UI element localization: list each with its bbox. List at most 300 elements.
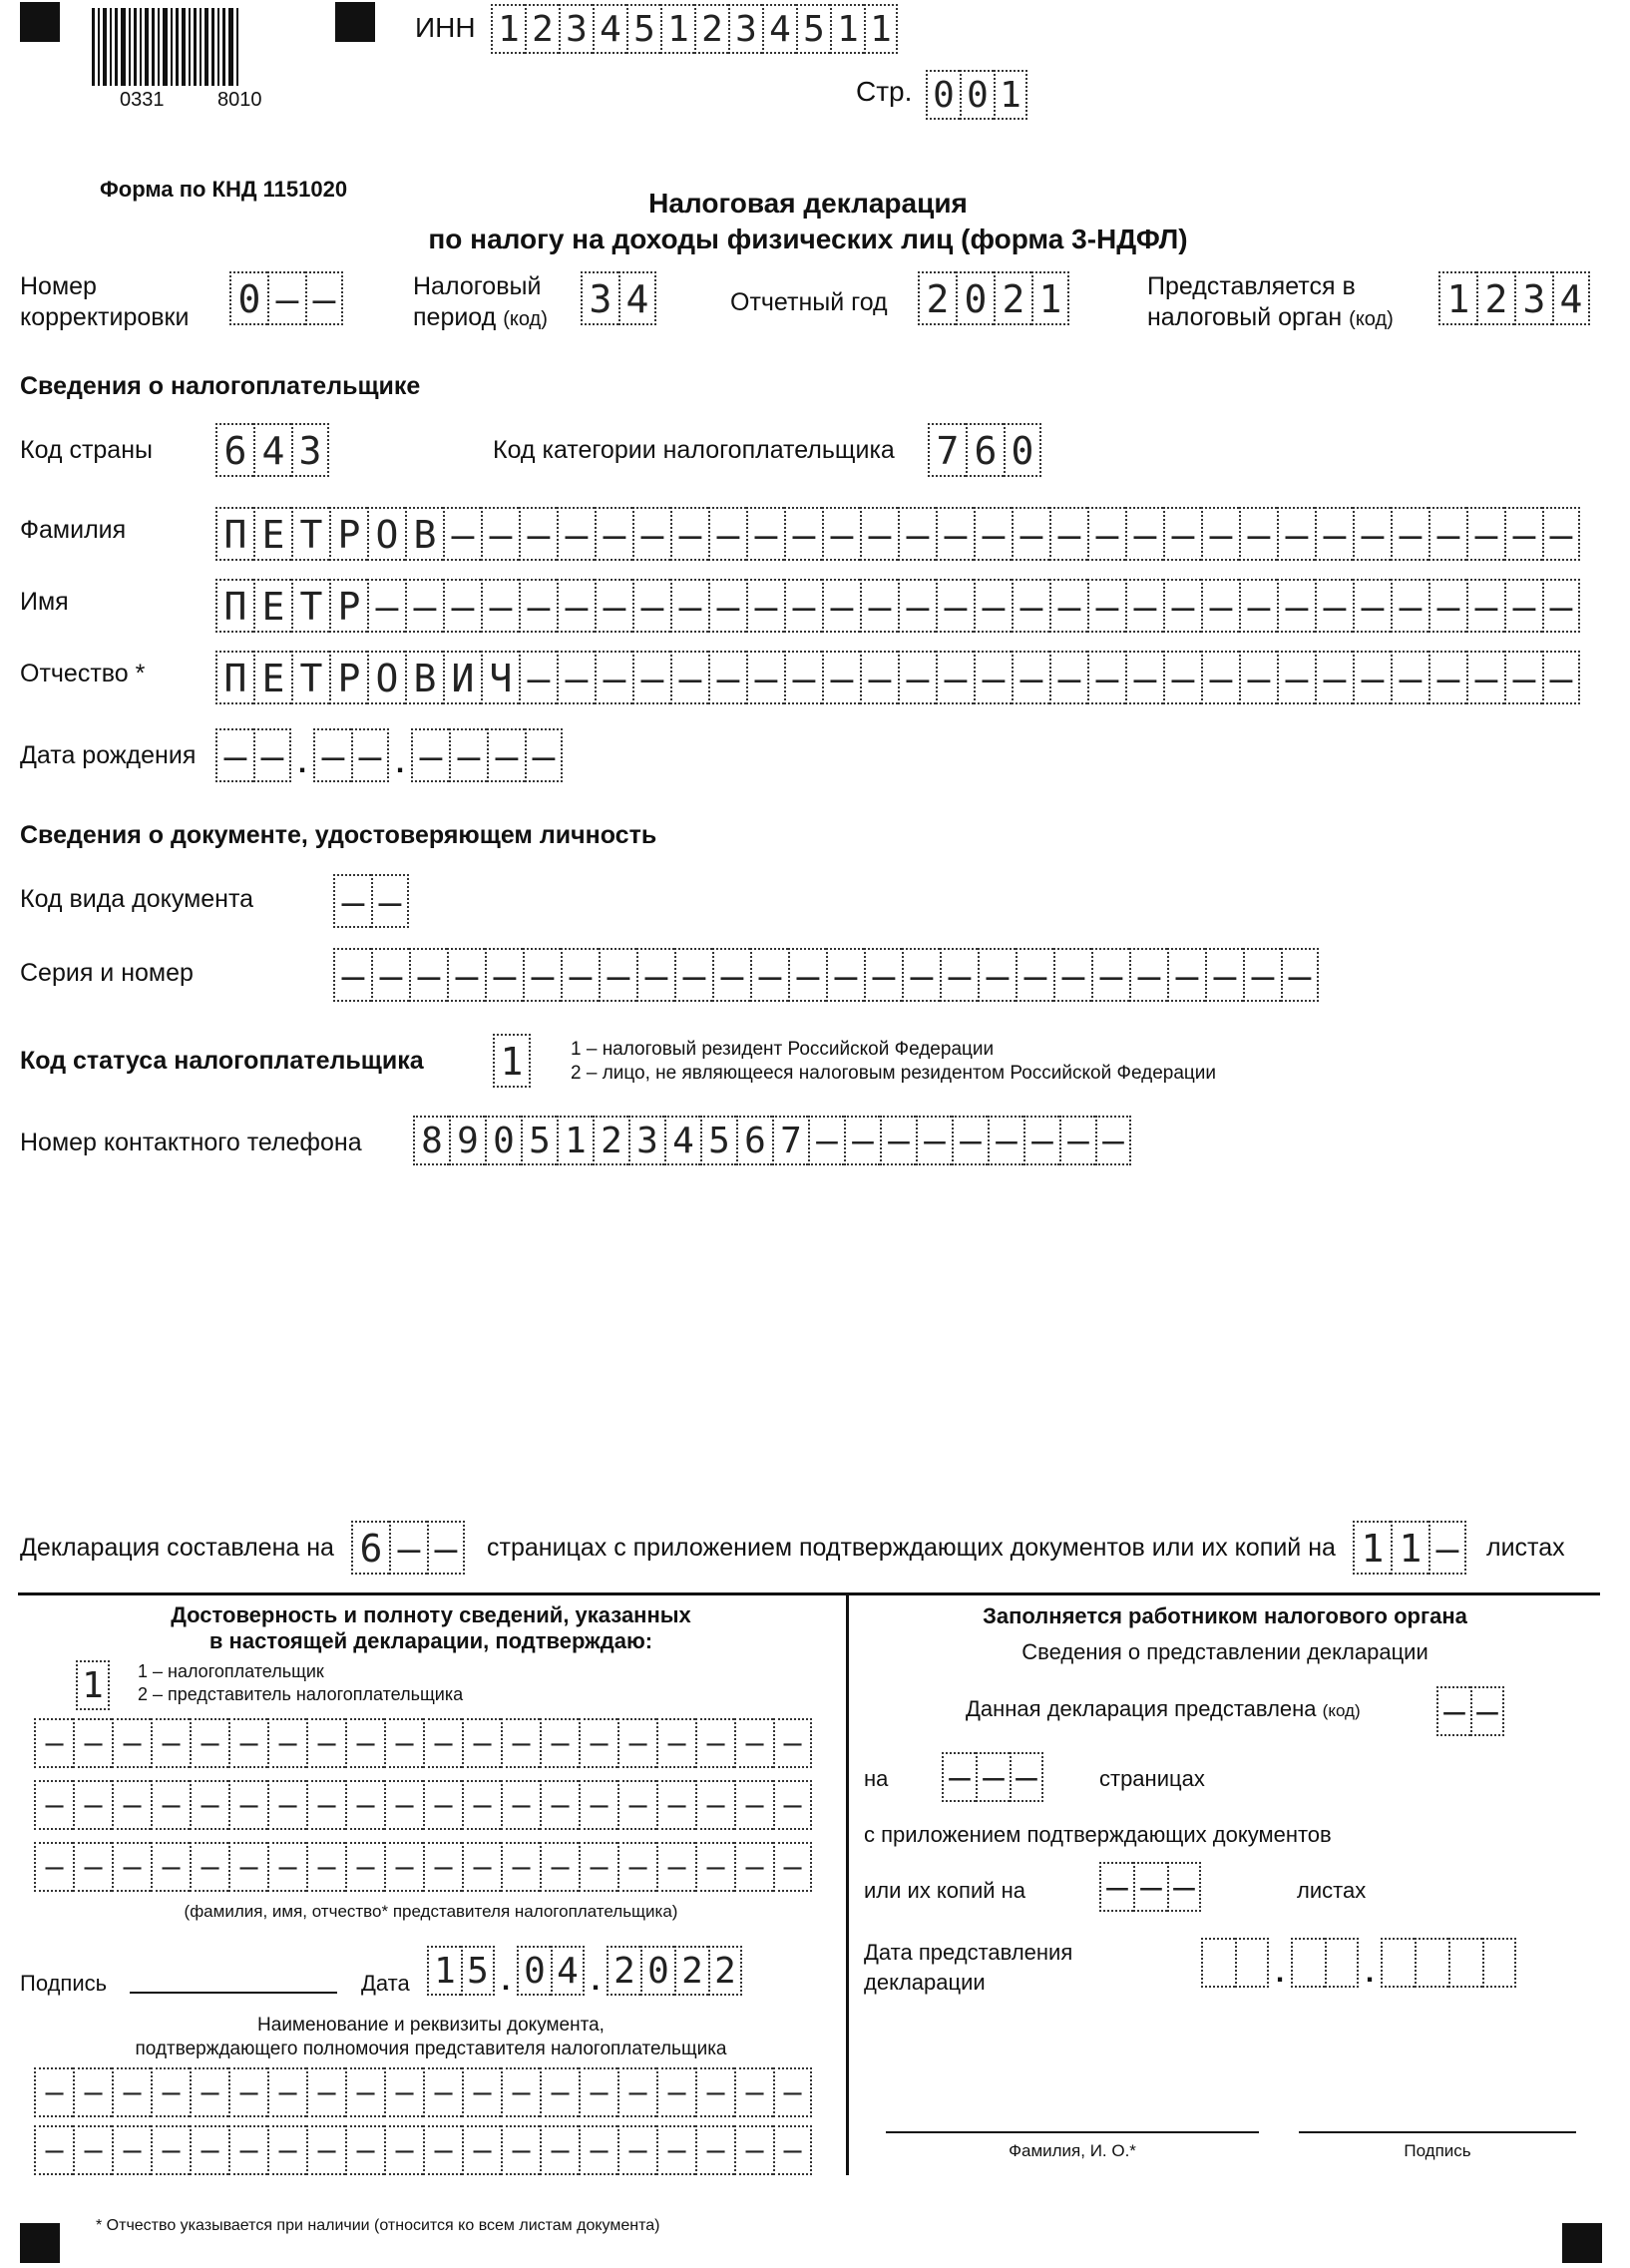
char-cell: Т <box>291 579 329 633</box>
char-cell: – <box>1129 948 1167 1002</box>
official-title: Заполняется работником налогового органа <box>983 1603 1467 1628</box>
char-cell: – <box>449 728 487 782</box>
authority-label-code: (код) <box>1349 308 1394 330</box>
char-cell: – <box>734 1780 773 1830</box>
char-cell: – <box>306 2125 345 2175</box>
char-cell: – <box>1163 507 1201 561</box>
char-cell: – <box>306 1842 345 1892</box>
char-cell: – <box>228 2125 267 2175</box>
char-cell: – <box>898 507 936 561</box>
official-fio-line[interactable] <box>886 2131 1259 2133</box>
char-cell: – <box>632 507 670 561</box>
char-cell: – <box>462 2125 501 2175</box>
authority-doc-caption <box>18 2014 844 2061</box>
char-cell: 1 <box>76 1660 110 1710</box>
correction-number-field[interactable] <box>229 271 343 325</box>
barcode-bar <box>129 8 131 86</box>
signature-date-field[interactable] <box>427 1946 742 2000</box>
char-cell: – <box>557 579 595 633</box>
char-cell: – <box>485 948 523 1002</box>
char-cell: – <box>487 728 525 782</box>
char-cell: – <box>501 2125 540 2175</box>
official-subtitle: Сведения о представлении декларации <box>1021 1639 1428 1664</box>
char-cell: Р <box>329 507 367 561</box>
char-cell: – <box>773 2125 812 2175</box>
official-fio-caption: Фамилия, И. О.* <box>1009 2141 1136 2160</box>
char-cell: – <box>333 874 371 928</box>
char-cell: – <box>1010 1752 1043 1802</box>
presented-code-field[interactable] <box>1436 1686 1504 1736</box>
barcode-bar <box>134 8 137 86</box>
char-cell: – <box>595 651 632 704</box>
char-cell: – <box>384 2125 423 2175</box>
char-cell: – <box>501 1780 540 1830</box>
report-year-field[interactable] <box>918 271 1069 325</box>
char-cell: – <box>411 728 449 782</box>
char-cell: – <box>1315 651 1353 704</box>
char-cell: 7 <box>928 423 966 477</box>
char-cell: – <box>695 1842 734 1892</box>
doc-type-field[interactable] <box>333 874 409 928</box>
representative-fio-row-2[interactable] <box>34 1780 812 1830</box>
char-cell: 1 <box>1353 1521 1391 1575</box>
char-cell: 2 <box>593 1116 628 1165</box>
birth-date-label: Дата рождения <box>20 741 197 769</box>
presented-label-text: Данная декларация представлена <box>966 1696 1317 1721</box>
char-cell: – <box>228 1718 267 1768</box>
char-cell: – <box>579 2125 617 2175</box>
attach-label: с приложением подтверждающих документов <box>864 1822 1332 1847</box>
char-cell: 7 <box>772 1116 808 1165</box>
divider-vertical <box>846 1592 849 2175</box>
char-cell: 5 <box>461 1946 495 1996</box>
char-cell: 6 <box>736 1116 772 1165</box>
char-cell: – <box>1049 651 1087 704</box>
char-cell: – <box>902 948 940 1002</box>
char-cell: – <box>112 1780 151 1830</box>
char-cell: П <box>215 507 253 561</box>
char-cell: О <box>367 507 405 561</box>
char-cell: 0 <box>926 70 960 120</box>
char-cell: – <box>656 1842 695 1892</box>
char-cell: – <box>656 2125 695 2175</box>
char-cell: 1 <box>994 70 1027 120</box>
date-group <box>215 728 291 782</box>
char-cell: – <box>462 1842 501 1892</box>
char-cell: – <box>880 1116 916 1165</box>
char-cell <box>1381 1938 1415 1988</box>
char-cell: 5 <box>626 4 660 54</box>
char-cell: – <box>384 2067 423 2117</box>
char-cell: 4 <box>762 4 796 54</box>
status-option-1: 1 – налоговый резидент Российской Федерации <box>571 1039 995 1060</box>
char-cell: – <box>423 2067 462 2117</box>
char-cell: 8 <box>413 1116 449 1165</box>
barcode-bar <box>115 8 118 86</box>
inn-label: ИНН <box>415 12 476 43</box>
char-cell: – <box>384 1780 423 1830</box>
taxpayer-section-title: Сведения о налогоплательщике <box>20 372 421 400</box>
char-cell: – <box>860 507 898 561</box>
char-cell: – <box>773 2067 812 2117</box>
char-cell: – <box>773 1718 812 1768</box>
char-cell: – <box>540 1718 579 1768</box>
char-cell: – <box>617 1780 656 1830</box>
patronymic-field[interactable] <box>215 651 1580 704</box>
status-field[interactable] <box>493 1034 531 1088</box>
char-cell: 3 <box>1514 271 1552 325</box>
char-cell: – <box>371 948 409 1002</box>
barcode-bar <box>217 8 219 86</box>
category-label: Код категории налогоплательщика <box>493 436 895 464</box>
status-label: Код статуса налогоплательщика <box>20 1047 424 1075</box>
birth-date-field[interactable] <box>215 728 563 782</box>
official-pages-label: страницах <box>1099 1766 1205 1791</box>
char-cell: – <box>1277 507 1315 561</box>
char-cell: – <box>1053 948 1091 1002</box>
char-cell: – <box>371 874 409 928</box>
tax-authority-field[interactable] <box>1438 271 1590 325</box>
char-cell: – <box>1099 1862 1133 1912</box>
surname-field[interactable] <box>215 507 1580 561</box>
char-cell: – <box>674 948 712 1002</box>
barcode-bar <box>121 8 126 86</box>
char-cell: 1 <box>864 4 898 54</box>
char-cell: – <box>670 651 708 704</box>
char-cell: 2 <box>918 271 956 325</box>
char-cell: – <box>1391 651 1428 704</box>
corner-mark-bottom-right <box>1562 2223 1602 2263</box>
char-cell: – <box>734 1842 773 1892</box>
char-cell: Е <box>253 507 291 561</box>
presented-label-code: (код) <box>1322 1701 1361 1720</box>
char-cell: – <box>1353 579 1391 633</box>
barcode <box>92 8 263 86</box>
char-cell: Р <box>329 579 367 633</box>
char-cell: – <box>389 1521 427 1575</box>
char-cell: – <box>860 579 898 633</box>
barcode-bar <box>163 8 168 86</box>
char-cell: – <box>1239 651 1277 704</box>
char-cell: – <box>267 1842 306 1892</box>
char-cell: 5 <box>796 4 830 54</box>
footnote: * Отчество указывается при наличии (относится ко всем листам документа) <box>96 2217 660 2234</box>
char-cell: – <box>940 948 978 1002</box>
authority-doc-row-1[interactable] <box>34 2067 812 2117</box>
char-cell: – <box>1428 1521 1466 1575</box>
char-cell: – <box>1239 507 1277 561</box>
barcode-bar <box>228 8 233 86</box>
char-cell: Е <box>253 651 291 704</box>
date-group <box>411 728 563 782</box>
char-cell: – <box>423 1780 462 1830</box>
char-cell: – <box>190 2067 228 2117</box>
char-cell: 0 <box>960 70 994 120</box>
barcode-bar <box>236 8 238 86</box>
char-cell: 6 <box>351 1521 389 1575</box>
char-cell: – <box>1277 579 1315 633</box>
char-cell: В <box>405 507 443 561</box>
page-number-field[interactable] <box>926 70 1027 120</box>
char-cell: – <box>734 1718 773 1768</box>
char-cell: – <box>656 2067 695 2117</box>
char-cell: – <box>519 507 557 561</box>
char-cell: – <box>1504 507 1542 561</box>
official-date-field[interactable] <box>1201 1938 1516 1992</box>
char-cell: – <box>1087 507 1125 561</box>
date-separator: . <box>395 746 405 779</box>
char-cell: – <box>1542 507 1580 561</box>
confirm-role-options <box>138 1660 463 1706</box>
char-cell: Е <box>253 579 291 633</box>
official-sheets-field[interactable] <box>1099 1862 1201 1912</box>
corner-mark-top-right <box>335 2 375 42</box>
char-cell: – <box>540 2125 579 2175</box>
date-separator: . <box>591 1964 601 1997</box>
authority-doc-caption-line2: подтверждающего полномочия представителя налогоплательщика <box>135 2039 727 2059</box>
char-cell: – <box>1281 948 1319 1002</box>
char-cell: – <box>1428 651 1466 704</box>
char-cell: – <box>734 2125 773 2175</box>
char-cell: 0 <box>640 1946 674 1996</box>
char-cell: – <box>1163 651 1201 704</box>
authority-label-line1: Представляется в <box>1147 272 1356 300</box>
barcode-bar <box>98 8 100 86</box>
char-cell: 2 <box>694 4 728 54</box>
char-cell: – <box>864 948 902 1002</box>
barcode-bar <box>158 8 160 86</box>
barcode-bar <box>194 8 197 86</box>
char-cell: – <box>345 1842 384 1892</box>
char-cell <box>1325 1938 1359 1988</box>
confirm-title-line2: в настоящей декларации, подтверждаю: <box>208 1628 653 1653</box>
char-cell: – <box>656 1718 695 1768</box>
surname-label: Фамилия <box>20 516 127 544</box>
char-cell: 4 <box>253 423 291 477</box>
char-cell: 1 <box>427 1946 461 1996</box>
char-cell: В <box>405 651 443 704</box>
char-cell: – <box>405 579 443 633</box>
char-cell: – <box>708 579 746 633</box>
char-cell: – <box>1133 1862 1167 1912</box>
tax-period-field[interactable] <box>581 271 656 325</box>
signature-label: Подпись <box>20 1971 108 1996</box>
char-cell: – <box>462 2067 501 2117</box>
char-cell: – <box>976 1752 1010 1802</box>
presented-label <box>966 1696 1361 1722</box>
year-label: Отчетный год <box>730 288 888 316</box>
char-cell: 3 <box>581 271 618 325</box>
char-cell: – <box>898 651 936 704</box>
char-cell: – <box>1012 507 1049 561</box>
char-cell: – <box>1125 507 1163 561</box>
official-signature-line[interactable] <box>1299 2131 1576 2133</box>
char-cell: – <box>73 1842 112 1892</box>
fio-caption: (фамилия, имя, отчество* представителя налогоплательщика) <box>184 1902 678 1921</box>
char-cell: – <box>695 1718 734 1768</box>
name-field[interactable] <box>215 579 1580 633</box>
char-cell: – <box>1391 507 1428 561</box>
char-cell: 2 <box>1476 271 1514 325</box>
char-cell: 0 <box>1004 423 1041 477</box>
form-code: Форма по КНД 1151020 <box>100 177 348 202</box>
char-cell: 2 <box>525 4 559 54</box>
char-cell: П <box>215 579 253 633</box>
signature-line[interactable] <box>130 1992 337 1994</box>
date-group <box>1381 1938 1516 1992</box>
official-pages-field[interactable] <box>942 1752 1043 1802</box>
declaration-pages-field[interactable] <box>351 1521 465 1575</box>
char-cell: Р <box>329 651 367 704</box>
char-cell: 3 <box>291 423 329 477</box>
authority-label-line2 <box>1147 302 1394 335</box>
char-cell: – <box>267 1780 306 1830</box>
char-cell: – <box>1087 651 1125 704</box>
char-cell: – <box>1016 948 1053 1002</box>
char-cell: – <box>898 579 936 633</box>
char-cell: – <box>112 1718 151 1768</box>
representative-fio-row-3[interactable] <box>34 1842 812 1892</box>
char-cell: – <box>670 507 708 561</box>
char-cell: – <box>423 2125 462 2175</box>
date-separator: . <box>501 1964 511 1997</box>
official-date-label-line1: Дата представления <box>864 1940 1073 1965</box>
char-cell: – <box>632 579 670 633</box>
char-cell <box>1448 1938 1482 1988</box>
barcode-bar <box>152 8 155 86</box>
char-cell: – <box>844 1116 880 1165</box>
char-cell: – <box>936 579 974 633</box>
barcode-bar <box>222 8 225 86</box>
char-cell: – <box>784 579 822 633</box>
representative-fio-row-1[interactable] <box>34 1718 812 1768</box>
char-cell: – <box>306 1780 345 1830</box>
char-cell: Т <box>291 651 329 704</box>
char-cell: – <box>443 507 481 561</box>
date-separator: . <box>1365 1956 1375 1989</box>
char-cell: – <box>1087 579 1125 633</box>
divider-horizontal <box>18 1592 1600 1595</box>
inn-field[interactable] <box>491 4 898 54</box>
corner-mark-bottom-left <box>20 2223 60 2263</box>
char-cell: – <box>750 948 788 1002</box>
pages-line-part1: Декларация составлена на <box>20 1534 334 1562</box>
char-cell: – <box>305 271 343 325</box>
char-cell: – <box>595 579 632 633</box>
char-cell: – <box>112 2125 151 2175</box>
barcode-bar <box>110 8 112 86</box>
char-cell: – <box>267 2125 306 2175</box>
char-cell: 0 <box>517 1946 551 1996</box>
char-cell: – <box>73 2067 112 2117</box>
char-cell: – <box>34 1780 73 1830</box>
char-cell: – <box>427 1521 465 1575</box>
char-cell: – <box>313 728 351 782</box>
char-cell: – <box>599 948 636 1002</box>
char-cell: – <box>988 1116 1023 1165</box>
char-cell: – <box>151 1842 190 1892</box>
char-cell: – <box>190 1842 228 1892</box>
char-cell: – <box>974 507 1012 561</box>
char-cell: – <box>822 579 860 633</box>
char-cell: Т <box>291 507 329 561</box>
date-group <box>517 1946 585 2000</box>
char-cell: – <box>784 507 822 561</box>
series-number-field[interactable] <box>333 948 1319 1002</box>
char-cell: 1 <box>557 1116 593 1165</box>
char-cell: – <box>151 1780 190 1830</box>
char-cell: – <box>462 1718 501 1768</box>
char-cell: – <box>228 1842 267 1892</box>
barcode-bar <box>103 8 107 86</box>
date-separator: . <box>297 746 307 779</box>
char-cell: – <box>695 1780 734 1830</box>
period-label-line1: Налоговый <box>413 272 542 300</box>
char-cell: – <box>384 1718 423 1768</box>
char-cell: – <box>306 1718 345 1768</box>
patronymic-label: Отчество * <box>20 660 146 687</box>
char-cell: – <box>1504 579 1542 633</box>
char-cell: – <box>112 2067 151 2117</box>
char-cell: – <box>632 651 670 704</box>
char-cell: – <box>1315 579 1353 633</box>
char-cell: 5 <box>521 1116 557 1165</box>
authority-doc-row-2[interactable] <box>34 2125 812 2175</box>
char-cell: – <box>73 1718 112 1768</box>
char-cell: – <box>215 728 253 782</box>
category-code-field[interactable] <box>928 423 1041 477</box>
confirm-role-field[interactable] <box>76 1660 110 1710</box>
char-cell: – <box>540 2067 579 2117</box>
char-cell: – <box>1167 948 1205 1002</box>
attachment-sheets-field[interactable] <box>1353 1521 1466 1575</box>
country-code-field[interactable] <box>215 423 329 477</box>
char-cell: – <box>481 507 519 561</box>
char-cell: – <box>695 2125 734 2175</box>
char-cell: – <box>1466 579 1504 633</box>
char-cell: 4 <box>664 1116 700 1165</box>
char-cell: – <box>1049 507 1087 561</box>
barcode-bar <box>211 8 214 86</box>
char-cell: 4 <box>593 4 626 54</box>
char-cell: 3 <box>728 4 762 54</box>
correction-label-line2: корректировки <box>20 303 190 331</box>
char-cell <box>1291 1938 1325 1988</box>
char-cell <box>1235 1938 1269 1988</box>
char-cell: 4 <box>618 271 656 325</box>
char-cell: – <box>974 651 1012 704</box>
char-cell: – <box>1353 507 1391 561</box>
char-cell: – <box>712 948 750 1002</box>
char-cell: – <box>1201 651 1239 704</box>
char-cell: – <box>351 728 389 782</box>
char-cell: – <box>519 651 557 704</box>
char-cell: – <box>345 1780 384 1830</box>
char-cell <box>1415 1938 1448 1988</box>
phone-field[interactable] <box>413 1116 1131 1165</box>
char-cell: – <box>595 507 632 561</box>
form-title-line1: Налоговая декларация <box>648 188 968 219</box>
barcode-bar <box>140 8 142 86</box>
char-cell: – <box>112 1842 151 1892</box>
char-cell: – <box>523 948 561 1002</box>
char-cell: – <box>942 1752 976 1802</box>
char-cell: – <box>808 1116 844 1165</box>
char-cell: – <box>34 1718 73 1768</box>
on-label: на <box>864 1766 889 1791</box>
char-cell: 1 <box>491 4 525 54</box>
char-cell: – <box>579 1780 617 1830</box>
